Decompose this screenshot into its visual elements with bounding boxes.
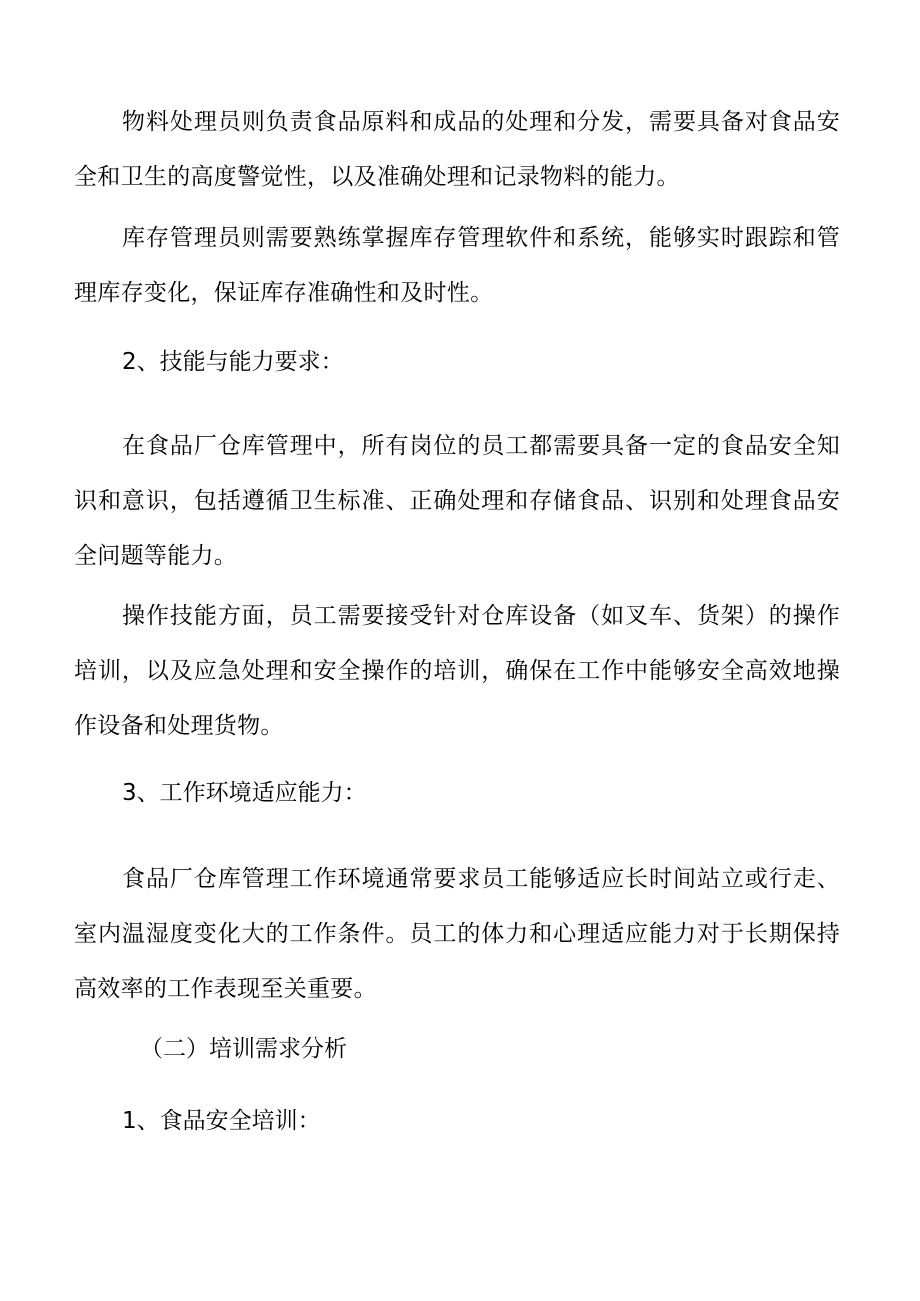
heading-skills-requirements: 2、技能与能力要求： [122, 349, 344, 375]
heading-food-safety-training: 1、食品安全培训： [122, 1108, 321, 1134]
paragraph-operation-skills: 操作技能方面，员工需要接受针对仓库设备（如叉车、货架）的操作培训，以及应急处理和安全操作的培训，确保在工作中能够安全高效地操作设备和处理货物。 [74, 603, 840, 739]
paragraph-food-safety-knowledge: 在食品厂仓库管理中，所有岗位的员工都需要具备一定的食品安全知识和意识，包括遵循卫生标准、正确处理和存储食品、识别和处理食品安全问题等能力。 [74, 433, 840, 569]
heading-environment-adaptability: 3、工作环境适应能力： [122, 780, 367, 806]
paragraph-inventory-manager: 库存管理员则需要熟练掌握库存管理软件和系统，能够实时跟踪和管理库存变化，保证库存准确性和及时性。 [74, 225, 840, 306]
heading-training-needs-analysis: （二）培训需求分析 [140, 1036, 347, 1062]
paragraph-material-handler: 物料处理员则负责食品原料和成品的处理和分发，需要具备对食品安全和卫生的高度警觉性，以及准确处理和记录物料的能力。 [74, 109, 840, 190]
paragraph-work-environment: 食品厂仓库管理工作环境通常要求员工能够适应长时间站立或行走、室内温湿度变化大的工作条件。员工的体力和心理适应能力对于长期保持高效率的工作表现至关重要。 [74, 866, 840, 1002]
